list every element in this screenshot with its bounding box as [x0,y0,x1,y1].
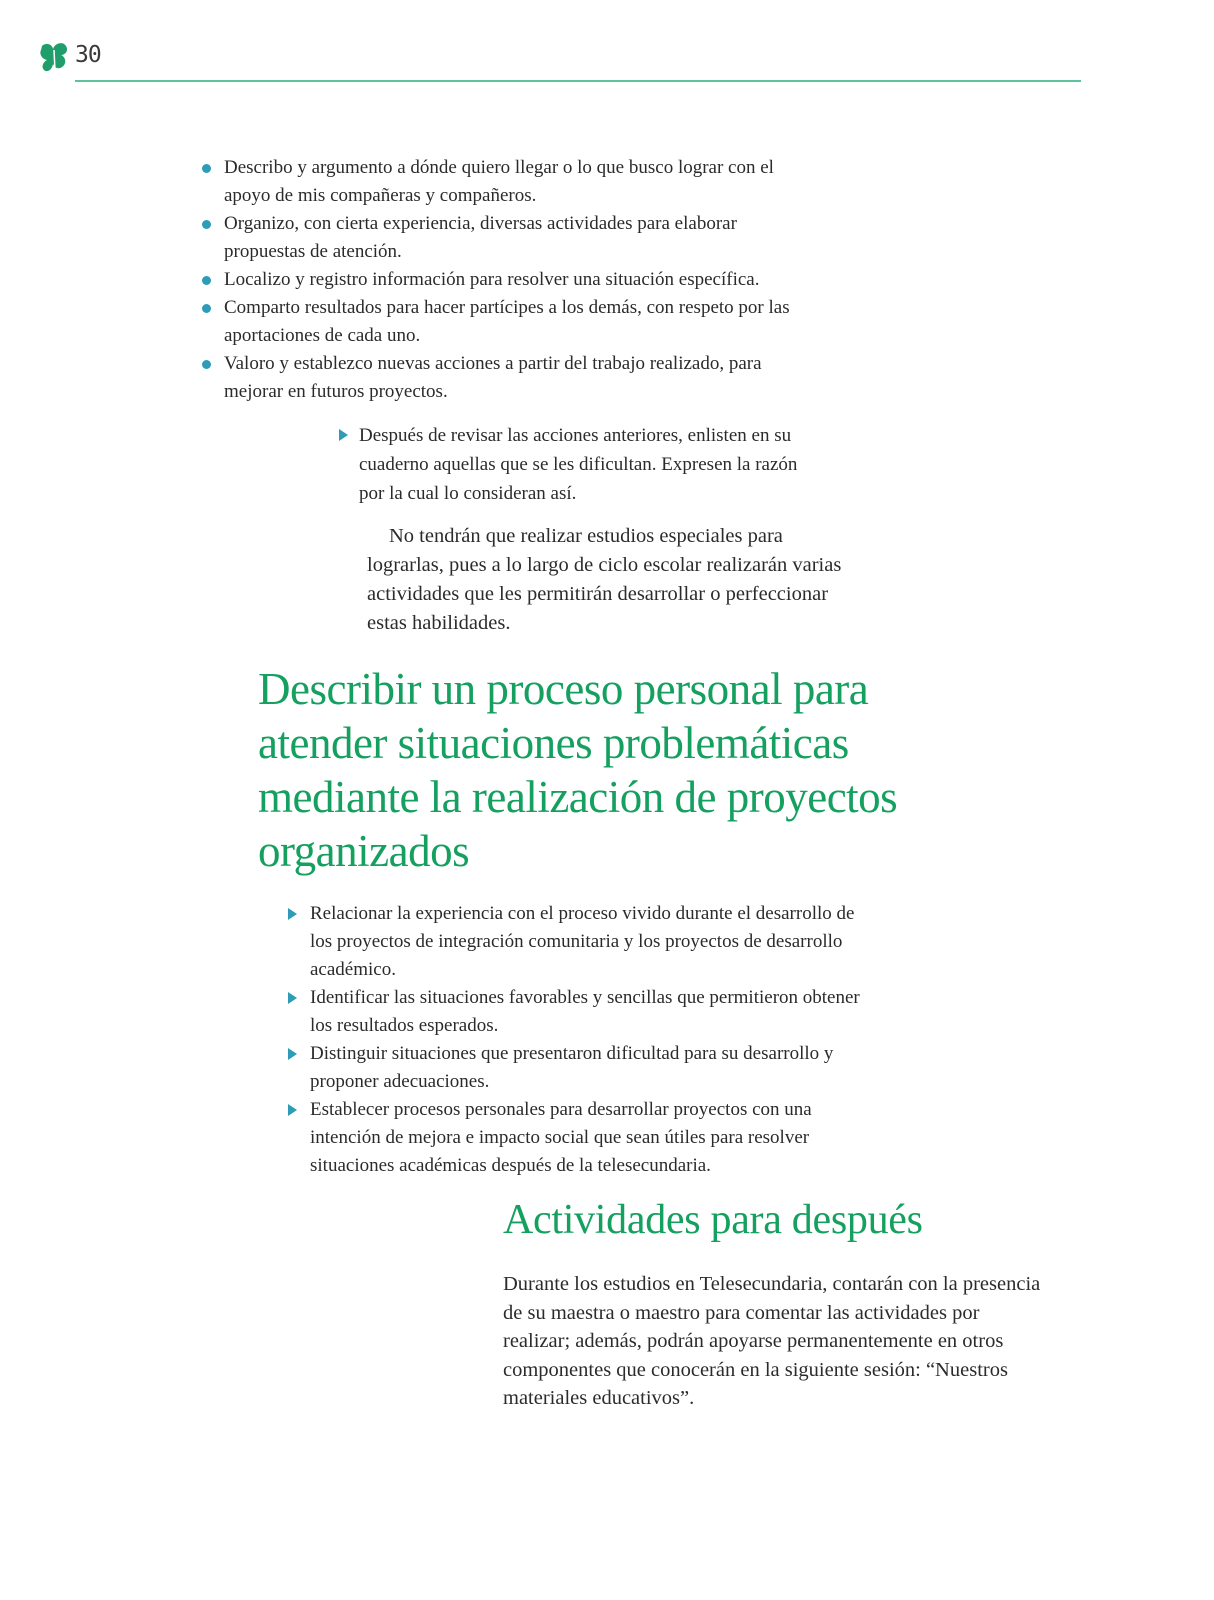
triangle-bullet-icon [288,1048,297,1060]
header-rule [75,80,1081,82]
activity-note [339,421,819,508]
list-item [288,900,868,984]
triangle-bullet-icon [288,992,297,1004]
body-paragraph: No tendrán que realizar estudios especiales para lograrlas, pues a lo largo de ciclo escolar realizarán varias actividades que les permitirán desarrollar o perfeccionar estas habilidades. [367,525,842,634]
list-item: Valoro y establezco nuevas acciones a partir del trabajo realizado, para mejorar en futuros proyectos. [202,350,822,406]
triangle-bullet-icon [288,908,297,920]
list-item: Comparto resultados para hacer partícipes a los demás, con respeto por las aportaciones de cada uno. [202,294,822,350]
list-item [288,1096,868,1180]
list-item-text: Distinguir situaciones que presentaron dificultad para su desarrollo y proponer adecuaciones. [310,1043,834,1092]
subsection-paragraph: Durante los estudios en Telesecundaria, contarán con la presencia de su maestra o maestro para comentar las actividades por realizar; además, podrán apoyarse permanentemente en otros componentes que conocerán en la siguiente sesión: “Nuestros materiales educativos”. [503,1273,1041,1409]
triangle-bullet-icon [339,429,348,441]
list-item-text: Identificar las situaciones favorables y sencillas que permitieron obtener los resultados esperados. [310,987,860,1036]
list-item-text: Establecer procesos personales para desarrollar proyectos con una intención de mejora e impacto social que sean útiles para resolver situaciones académicas después de la telesecundaria. [310,1099,812,1176]
list-item [288,984,868,1040]
skills-list [202,154,822,406]
list-item: Describo y argumento a dónde quiero llegar o lo que busco lograr con el apoyo de mis compañeras y compañeros. [202,154,822,210]
activity-note-text: Después de revisar las acciones anteriores, enlisten en su cuaderno aquellas que se les dificultan. Expresen la razón por la cual lo consideran así. [359,425,798,504]
section-title: Describir un proceso personal para atender situaciones problemáticas mediante la realización de proyectos organizados [258,664,898,876]
page-number: 30 [75,42,101,68]
list-item: Localizo y registro información para resolver una situación específica. [202,266,822,294]
triangle-bullet-icon [288,1104,297,1116]
green-leaf-logo-icon [38,40,70,74]
section-list [288,900,868,1180]
subsection-title: Actividades para después [503,1197,923,1243]
list-item: Organizo, con cierta experiencia, diversas actividades para elaborar propuestas de atención. [202,210,822,266]
list-item [288,1040,868,1096]
list-item-text: Relacionar la experiencia con el proceso vivido durante el desarrollo de los proyectos de integración comunitaria y los proyectos de desarrollo académico. [310,903,855,980]
